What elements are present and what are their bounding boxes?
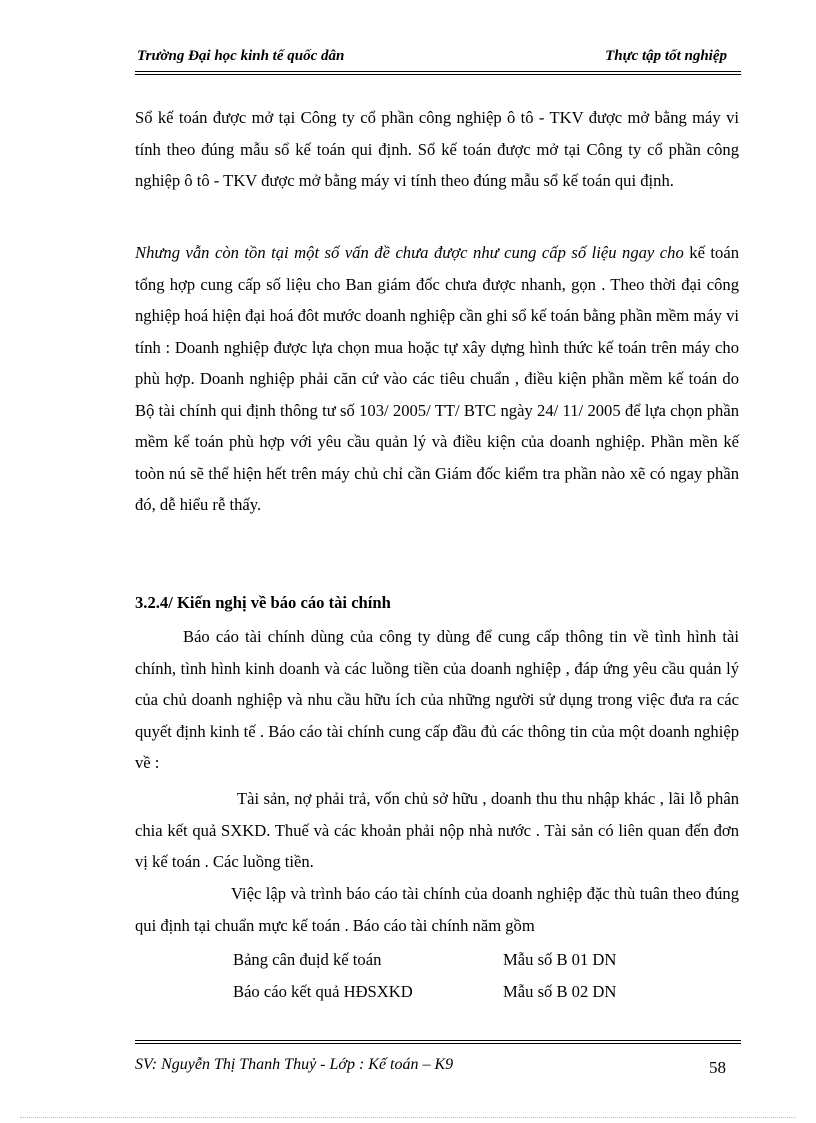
paragraph-report-set: Việc lập và trình báo cáo tài chính của doanh nghiệp đặc thù tuân theo đúng qui định tại chuẩn mực kế toán . Báo cáo tài chính năm gồm [135,884,739,935]
report-name: Bảng cân đuịd kế toán [233,950,382,969]
paragraph-report-contents: Tài sản, nợ phải trả, vốn chủ sở hữu , doanh thu thu nhập khác , lãi lỗ phân chia kết quả SXKD. Thuế và các khoản phải nộp nhà nước . Tài sản có liên quan đến đơn vị kế toán . Các luồng tiền. [135,789,739,871]
paragraph-limitations-body: kế toán tổng hợp cung cấp số liệu cho Ban giám đốc chưa được nhanh, gọn . Theo thời đại công nghiệp hoá hiện đại hoá đôt mước doanh nghiệp cần ghi sổ kế toán bằng phần mềm máy vi tính : Doanh nghiệp được lựa chọn mua hoặc tự xây dựng hình thức kế toán trên máy cho phù hợp. Doanh nghiệp phải căn cứ vào các tiêu chuẩn , điều kiện phần mềm kế toán do Bộ tài chính qui định thông tư số 103/ 2005/ TT/ BTC ngày 24/ 11/ 2005 để lựa chọn phần mềm kế toán phù hợp với yêu cầu quản lý và điều kiện của doanh nghiệp. Phần mền kế toòn nú sẽ thể hiện hết trên máy chủ chỉ cần Giám đốc kiểm tra phần nào xẽ có ngay phần đó, dễ hiểu rễ thấy. [135,243,740,514]
report-item [233,982,617,1002]
footer-rule [135,1040,741,1041]
footer-student: SV: Nguyễn Thị Thanh Thuỷ - Lớp : Kế toán – K9 [135,1056,454,1073]
report-code: Mẫu số B 02 DN [503,982,617,1001]
header-university: Trường Đại học kinh tế quốc dân [137,48,345,64]
page-edge-divider [20,1117,796,1118]
header-rule-double [135,74,741,75]
footer-rule-double [135,1043,741,1044]
report-code: Mẫu số B 01 DN [503,950,617,969]
header-rule [135,71,741,72]
paragraph-ledger: Sổ kế toán được mở tại Công ty cổ phần công nghiệp ô tô - TKV được mở bằng máy vi tính theo đúng mẫu sổ kế toán qui định. Sổ kế toán được mở tại Công ty cổ phần công nghiệp ô tô - TKV được mở bằng máy vi tính theo đúng mẫu sổ kế toán qui định. [135,108,739,190]
paragraph-limitations [135,237,739,521]
section-heading: 3.2.4/ Kiến nghị về báo cáo tài chính [135,593,391,612]
paragraph-financial-report: Báo cáo tài chính dùng của công ty dùng để cung cấp thông tin về tình hình tài chính, tình hình kinh doanh và các luồng tiền của doanh nghiệp , đáp ứng yêu cầu quản lý của chủ doanh nghiệp và nhu cầu hữu ích của những người sử dụng trong việc đưa ra các quyết định kinh tế . Báo cáo tài chính cung cấp đầu đủ các thông tin của một doanh nghiệp về : [135,627,739,772]
page-number: 58 [709,1058,726,1077]
report-name: Báo cáo kết quả HĐSXKD [233,982,413,1001]
header-title: Thực tập tốt nghiệp [605,48,727,64]
page-header [135,48,741,70]
page-footer [135,1054,741,1080]
report-item [233,950,617,970]
paragraph-limitations-italic: Nhưng vẫn còn tồn tại một số vấn đề chưa được như cung cấp số liệu ngay cho [135,243,684,262]
